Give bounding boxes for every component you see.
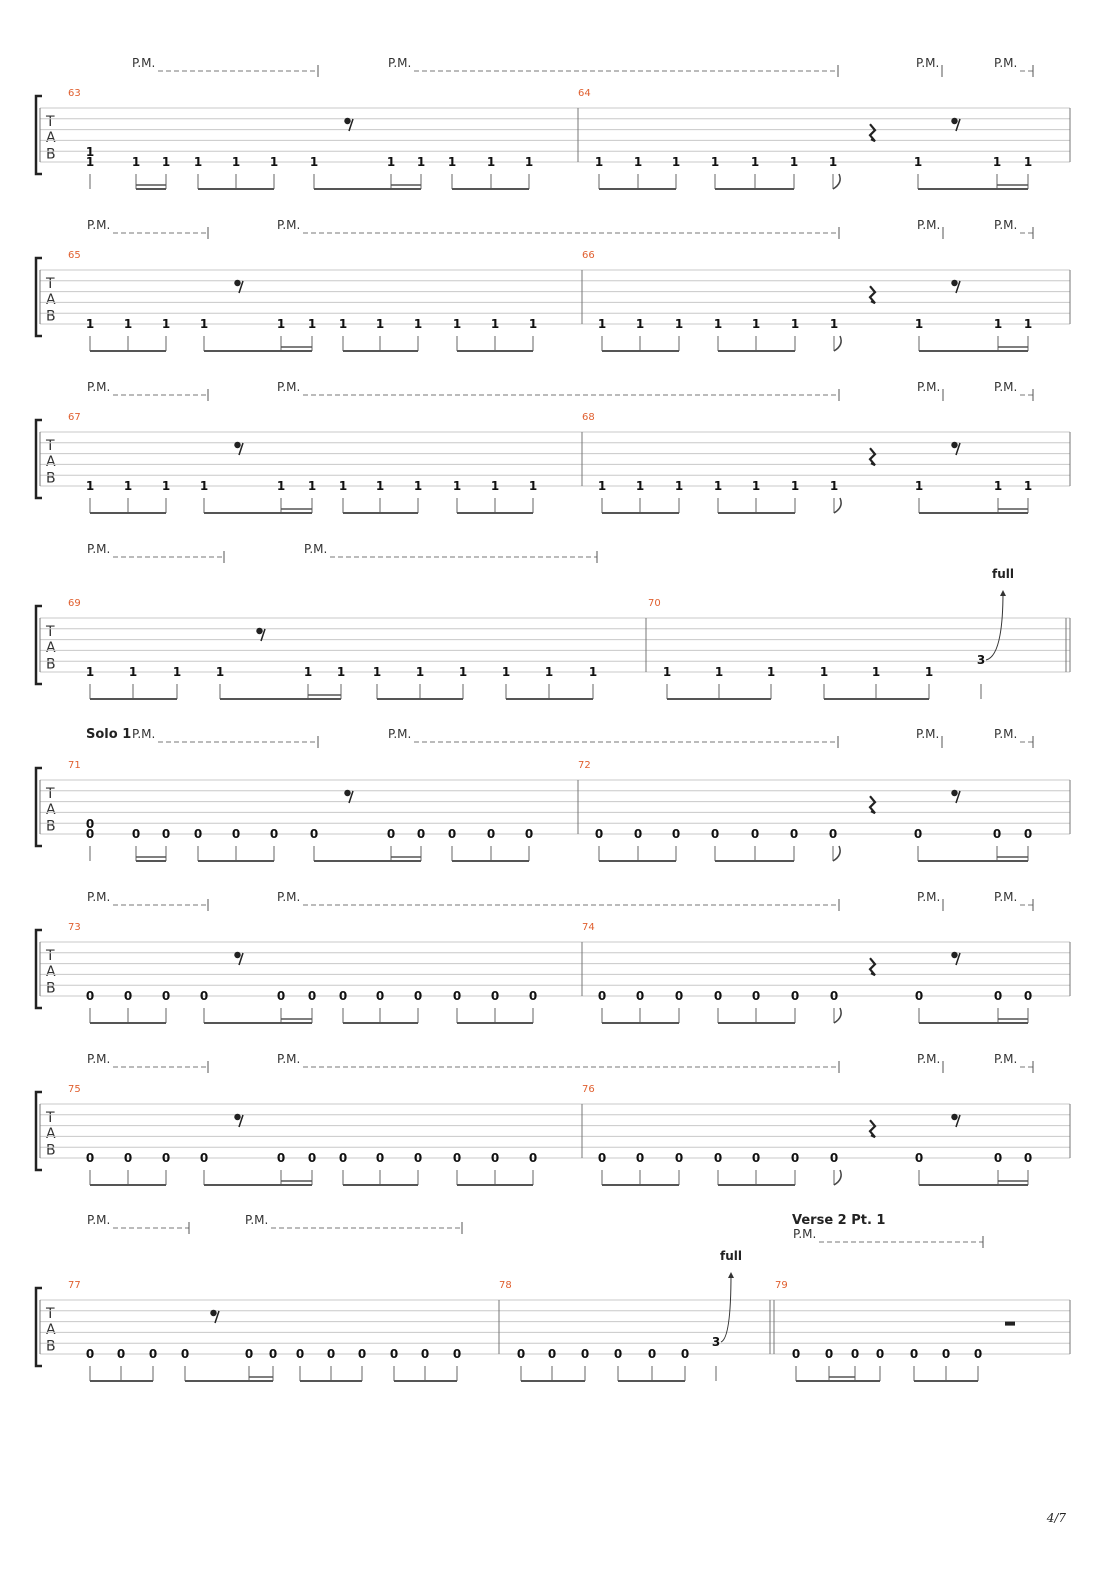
tab-clef-letter: B: [46, 656, 56, 673]
fret-number: 1: [1023, 155, 1033, 169]
measure-number: 69: [68, 598, 81, 609]
palm-mute-label: P.M.: [132, 727, 156, 741]
fret-number: 1: [819, 665, 829, 679]
fret-number: 1: [276, 317, 286, 331]
measure-number: 74: [582, 922, 595, 933]
fret-number: 0: [307, 1151, 317, 1165]
palm-mute-label: P.M.: [277, 380, 301, 394]
palm-mute-label: P.M.: [917, 890, 941, 904]
quarter-rest: [870, 448, 875, 465]
fret-number: 1: [161, 317, 171, 331]
palm-mute-label: P.M.: [87, 218, 111, 232]
tab-system-6: [36, 890, 1070, 1023]
fret-number: 0: [789, 827, 799, 841]
tab-clef-letter: T: [46, 947, 55, 964]
fret-number: 0: [375, 989, 385, 1003]
fret-number: 0: [633, 827, 643, 841]
fret-number: 1: [633, 155, 643, 169]
measure-number: 79: [775, 1280, 788, 1291]
tab-clef-letter: B: [46, 308, 56, 325]
fret-number: 1: [914, 317, 924, 331]
measure-number: 78: [499, 1280, 512, 1291]
fret-number: 1: [338, 317, 348, 331]
palm-mute-label: P.M.: [793, 1227, 817, 1241]
fret-number: 1: [528, 317, 538, 331]
fret-number: 0: [824, 1347, 834, 1361]
quarter-rest: [870, 124, 875, 141]
fret-number: 1: [375, 317, 385, 331]
fret-number: 0: [516, 1347, 526, 1361]
fret-number: 0: [613, 1347, 623, 1361]
fret-number: 0: [993, 989, 1003, 1003]
fret-number: 0: [973, 1347, 983, 1361]
tab-clef-letter: B: [46, 146, 56, 163]
fret-number: 0: [199, 989, 209, 1003]
eighth-rest: [952, 790, 960, 802]
fret-number: 0: [1023, 1151, 1033, 1165]
fret-number: 1: [415, 665, 425, 679]
fret-number: 1: [829, 479, 839, 493]
tab-clef-letter: T: [46, 437, 55, 454]
fret-number: 0: [85, 817, 95, 831]
fret-number: 1: [528, 479, 538, 493]
fret-number: 0: [791, 1347, 801, 1361]
eighth-rest: [345, 118, 353, 131]
fret-number: 0: [790, 989, 800, 1003]
fret-number: 1: [276, 479, 286, 493]
fret-number: 1: [750, 155, 760, 169]
fret-number: 1: [714, 665, 724, 679]
fret-number: 0: [829, 1151, 839, 1165]
fret-number: 0: [528, 989, 538, 1003]
tab-system-5: [36, 727, 1070, 861]
section-label-verse2: Verse 2 Pt. 1: [792, 1213, 886, 1228]
tab-clef-letter: B: [46, 1142, 56, 1159]
fret-number: 0: [338, 1151, 348, 1165]
palm-mute-label: P.M.: [388, 56, 412, 70]
fret-number: 1: [269, 155, 279, 169]
fret-number: 0: [231, 827, 241, 841]
fret-number: 1: [924, 665, 934, 679]
palm-mute-label: P.M.: [87, 1213, 111, 1227]
fret-number: 0: [357, 1347, 367, 1361]
tab-clef-letter: A: [46, 292, 56, 309]
tab-clef-letter: A: [46, 640, 56, 657]
measure-number: 63: [68, 88, 81, 99]
quarter-rest: [870, 286, 875, 303]
fret-number: 0: [671, 827, 681, 841]
fret-number: 1: [172, 665, 182, 679]
fret-number: 0: [490, 1151, 500, 1165]
fret-number: 0: [547, 1347, 557, 1361]
fret-number: 1: [85, 479, 95, 493]
fret-number: 0: [993, 1151, 1003, 1165]
fret-number: 1: [413, 479, 423, 493]
fret-number: 1: [914, 479, 924, 493]
fret-number: 0: [116, 1347, 126, 1361]
fret-number: 0: [85, 1347, 95, 1361]
fret-number: 0: [490, 989, 500, 1003]
fret-number: 1: [307, 317, 317, 331]
fret-number: 1: [588, 665, 598, 679]
tab-clef-letter: A: [46, 964, 56, 981]
fret-number: 0: [131, 827, 141, 841]
measure-number: 67: [68, 412, 81, 423]
fret-number: 1: [416, 155, 426, 169]
fret-number: 1: [413, 317, 423, 331]
fret-number: 1: [452, 479, 462, 493]
fret-number: 0: [413, 1151, 423, 1165]
tab-system-4: [36, 542, 1070, 699]
fret-number: 1: [161, 479, 171, 493]
palm-mute-label: P.M.: [245, 1213, 269, 1227]
palm-mute-label: P.M.: [87, 380, 111, 394]
fret-number: 1: [123, 317, 133, 331]
palm-mute-label: P.M.: [277, 218, 301, 232]
fret-number: 0: [244, 1347, 254, 1361]
fret-number: 0: [647, 1347, 657, 1361]
fret-number: 0: [875, 1347, 885, 1361]
fret-number: 1: [751, 479, 761, 493]
eighth-rest: [952, 118, 960, 131]
fret-number: 0: [123, 1151, 133, 1165]
fret-number: 1: [199, 479, 209, 493]
fret-number: 0: [269, 827, 279, 841]
bend-arrow-icon: [728, 1272, 734, 1278]
measure-number: 68: [582, 412, 595, 423]
fret-number: 1: [336, 665, 346, 679]
eighth-rest: [235, 952, 243, 965]
fret-number: 1: [386, 155, 396, 169]
fret-number: 1: [501, 665, 511, 679]
tab-clef-letter: T: [46, 785, 55, 802]
quarter-rest: [870, 796, 875, 813]
tab-clef-letter: T: [46, 113, 55, 130]
fret-number: 1: [713, 317, 723, 331]
fret-number: 0: [326, 1347, 336, 1361]
tab-clef-letter: A: [46, 1322, 56, 1339]
tab-clef-letter: B: [46, 980, 56, 997]
fret-number: 1: [309, 155, 319, 169]
fret-number: 1: [671, 155, 681, 169]
fret-number: 3: [711, 1335, 721, 1349]
fret-number: 0: [597, 1151, 607, 1165]
fret-number: 0: [635, 989, 645, 1003]
fret-number: 0: [486, 827, 496, 841]
palm-mute-label: P.M.: [304, 542, 328, 556]
fret-number: 0: [597, 989, 607, 1003]
fret-number: 0: [452, 1347, 462, 1361]
fret-number: 1: [375, 479, 385, 493]
fret-number: 1: [789, 155, 799, 169]
measure-number: 65: [68, 250, 81, 261]
bend-curve: [721, 1274, 731, 1342]
note-flag: [834, 1170, 841, 1185]
fret-number: 1: [486, 155, 496, 169]
fret-number: 0: [85, 989, 95, 1003]
fret-number: 0: [909, 1347, 919, 1361]
palm-mute-label: P.M.: [87, 1052, 111, 1066]
fret-number: 1: [751, 317, 761, 331]
fret-number: 0: [992, 827, 1002, 841]
tab-system-7: [36, 1052, 1070, 1185]
tab-clef-letter: B: [46, 818, 56, 835]
fret-number: 1: [829, 317, 839, 331]
eighth-rest: [345, 790, 353, 802]
fret-number: 0: [420, 1347, 430, 1361]
fret-number: 1: [199, 317, 209, 331]
measure-number: 71: [68, 760, 81, 771]
palm-mute-label: P.M.: [994, 218, 1018, 232]
tab-clef-letter: A: [46, 454, 56, 471]
measure-number: 66: [582, 250, 595, 261]
fret-number: 1: [128, 665, 138, 679]
eighth-rest: [257, 628, 265, 641]
palm-mute-label: P.M.: [994, 890, 1018, 904]
fret-number: 0: [680, 1347, 690, 1361]
fret-number: 1: [1023, 317, 1033, 331]
bend-curve: [986, 592, 1003, 660]
tab-clef-letter: T: [46, 1109, 55, 1126]
section-label-solo1: Solo 1: [86, 727, 132, 742]
fret-number: 1: [993, 317, 1003, 331]
tab-clef-letter: T: [46, 275, 55, 292]
fret-number: 0: [913, 827, 923, 841]
fret-number: 0: [1023, 827, 1033, 841]
fret-number: 0: [413, 989, 423, 1003]
fret-number: 0: [750, 827, 760, 841]
fret-number: 0: [85, 1151, 95, 1165]
measure-number: 77: [68, 1280, 81, 1291]
eighth-rest: [952, 442, 960, 455]
fret-number: 1: [123, 479, 133, 493]
palm-mute-label: P.M.: [994, 1052, 1018, 1066]
fret-number: 0: [276, 1151, 286, 1165]
fret-number: 1: [1023, 479, 1033, 493]
tab-clef-letter: B: [46, 470, 56, 487]
measure-number: 64: [578, 88, 591, 99]
bend-label: full: [720, 1249, 742, 1263]
fret-number: 1: [452, 317, 462, 331]
eighth-rest: [952, 280, 960, 293]
fret-number: 0: [148, 1347, 158, 1361]
fret-number: 0: [161, 1151, 171, 1165]
fret-number: 0: [713, 989, 723, 1003]
fret-number: 1: [597, 317, 607, 331]
note-flag: [834, 336, 841, 351]
quarter-rest: [870, 958, 875, 975]
fret-number: 1: [372, 665, 382, 679]
eighth-rest: [235, 1114, 243, 1127]
tab-clef-letter: B: [46, 1338, 56, 1355]
fret-number: 0: [751, 989, 761, 1003]
fret-number: 1: [490, 317, 500, 331]
fret-number: 0: [416, 827, 426, 841]
fret-number: 1: [490, 479, 500, 493]
bend-label: full: [992, 567, 1014, 581]
fret-number: 0: [941, 1347, 951, 1361]
fret-number: 0: [829, 989, 839, 1003]
page-number: 4/7: [1046, 1511, 1066, 1525]
eighth-rest: [235, 280, 243, 293]
fret-number: 1: [674, 317, 684, 331]
palm-mute-label: P.M.: [87, 542, 111, 556]
fret-number: 0: [193, 827, 203, 841]
fret-number: 1: [662, 665, 672, 679]
palm-mute-label: P.M.: [994, 56, 1018, 70]
fret-number: 0: [295, 1347, 305, 1361]
fret-number: 0: [338, 989, 348, 1003]
tab-system-8: [36, 1213, 1070, 1381]
fret-number: 0: [276, 989, 286, 1003]
fret-number: 1: [161, 155, 171, 169]
palm-mute-label: P.M.: [917, 380, 941, 394]
palm-mute-label: P.M.: [994, 727, 1018, 741]
fret-number: 0: [674, 989, 684, 1003]
tab-clef-letter: A: [46, 130, 56, 147]
fret-number: 1: [85, 155, 95, 169]
palm-mute-label: P.M.: [277, 890, 301, 904]
fret-number: 0: [790, 1151, 800, 1165]
fret-number: 0: [850, 1347, 860, 1361]
fret-number: 1: [790, 317, 800, 331]
fret-number: 1: [85, 317, 95, 331]
fret-number: 0: [828, 827, 838, 841]
note-flag: [834, 1008, 841, 1023]
fret-number: 0: [375, 1151, 385, 1165]
fret-number: 0: [914, 989, 924, 1003]
fret-number: 0: [180, 1347, 190, 1361]
palm-mute-label: P.M.: [994, 380, 1018, 394]
fret-number: 0: [307, 989, 317, 1003]
eighth-rest: [211, 1310, 219, 1322]
fret-number: 0: [447, 827, 457, 841]
eighth-rest: [235, 442, 243, 455]
palm-mute-label: P.M.: [87, 890, 111, 904]
note-flag: [833, 846, 840, 861]
fret-number: 0: [452, 1151, 462, 1165]
fret-number: 0: [528, 1151, 538, 1165]
palm-mute-label: P.M.: [388, 727, 412, 741]
eighth-rest: [952, 952, 960, 965]
fret-number: 1: [913, 155, 923, 169]
fret-number: 1: [524, 155, 534, 169]
fret-number: 0: [635, 1151, 645, 1165]
fret-number: 1: [338, 479, 348, 493]
fret-number: 1: [828, 155, 838, 169]
tab-clef-letter: T: [46, 1305, 55, 1322]
fret-number: 1: [303, 665, 313, 679]
bend-arrow-icon: [1000, 590, 1006, 596]
fret-number: 0: [161, 989, 171, 1003]
tab-clef-letter: A: [46, 1126, 56, 1143]
measure-number: 73: [68, 922, 81, 933]
fret-number: 0: [914, 1151, 924, 1165]
palm-mute-label: P.M.: [917, 1052, 941, 1066]
measure-number: 75: [68, 1084, 81, 1095]
tab-clef-letter: T: [46, 623, 55, 640]
palm-mute-label: P.M.: [277, 1052, 301, 1066]
fret-number: 0: [123, 989, 133, 1003]
tab-system-1: [36, 56, 1070, 189]
fret-number: 1: [594, 155, 604, 169]
note-flag: [833, 174, 840, 189]
fret-number: 0: [268, 1347, 278, 1361]
fret-number: 1: [635, 317, 645, 331]
fret-number: 0: [161, 827, 171, 841]
fret-number: 1: [215, 665, 225, 679]
fret-number: 1: [544, 665, 554, 679]
fret-number: 0: [389, 1347, 399, 1361]
fret-number: 1: [993, 479, 1003, 493]
palm-mute-label: P.M.: [916, 727, 940, 741]
fret-number: 1: [790, 479, 800, 493]
palm-mute-label: P.M.: [916, 56, 940, 70]
note-flag: [834, 498, 841, 513]
measure-number: 76: [582, 1084, 595, 1095]
fret-number: 0: [710, 827, 720, 841]
fret-number: 1: [447, 155, 457, 169]
whole-rest: [1005, 1322, 1015, 1326]
measure-number: 72: [578, 760, 591, 771]
fret-number: 1: [597, 479, 607, 493]
fret-number: 1: [85, 665, 95, 679]
fret-number: 1: [458, 665, 468, 679]
fret-number: 0: [713, 1151, 723, 1165]
tab-system-3: [36, 380, 1070, 513]
fret-number: 0: [199, 1151, 209, 1165]
fret-number: 1: [674, 479, 684, 493]
tab-clef-letter: A: [46, 802, 56, 819]
fret-number: 0: [309, 827, 319, 841]
tab-system-2: [36, 218, 1070, 351]
fret-number: 0: [751, 1151, 761, 1165]
fret-number: 0: [580, 1347, 590, 1361]
fret-number: 1: [766, 665, 776, 679]
fret-number: 0: [674, 1151, 684, 1165]
fret-number: 1: [992, 155, 1002, 169]
fret-number: 1: [871, 665, 881, 679]
fret-number: 0: [85, 827, 95, 841]
fret-number: 1: [713, 479, 723, 493]
fret-number: 1: [131, 155, 141, 169]
eighth-rest: [952, 1114, 960, 1127]
quarter-rest: [870, 1120, 875, 1137]
fret-number: 1: [710, 155, 720, 169]
fret-number: 0: [386, 827, 396, 841]
measure-number: 70: [648, 598, 661, 609]
fret-number: 0: [594, 827, 604, 841]
fret-number: 0: [524, 827, 534, 841]
fret-number: 1: [635, 479, 645, 493]
fret-number: 1: [85, 145, 95, 159]
palm-mute-label: P.M.: [132, 56, 156, 70]
fret-number: 1: [193, 155, 203, 169]
fret-number: 0: [452, 989, 462, 1003]
fret-number: 0: [1023, 989, 1033, 1003]
fret-number: 1: [231, 155, 241, 169]
palm-mute-label: P.M.: [917, 218, 941, 232]
fret-number: 1: [307, 479, 317, 493]
fret-number: 3: [976, 653, 986, 667]
